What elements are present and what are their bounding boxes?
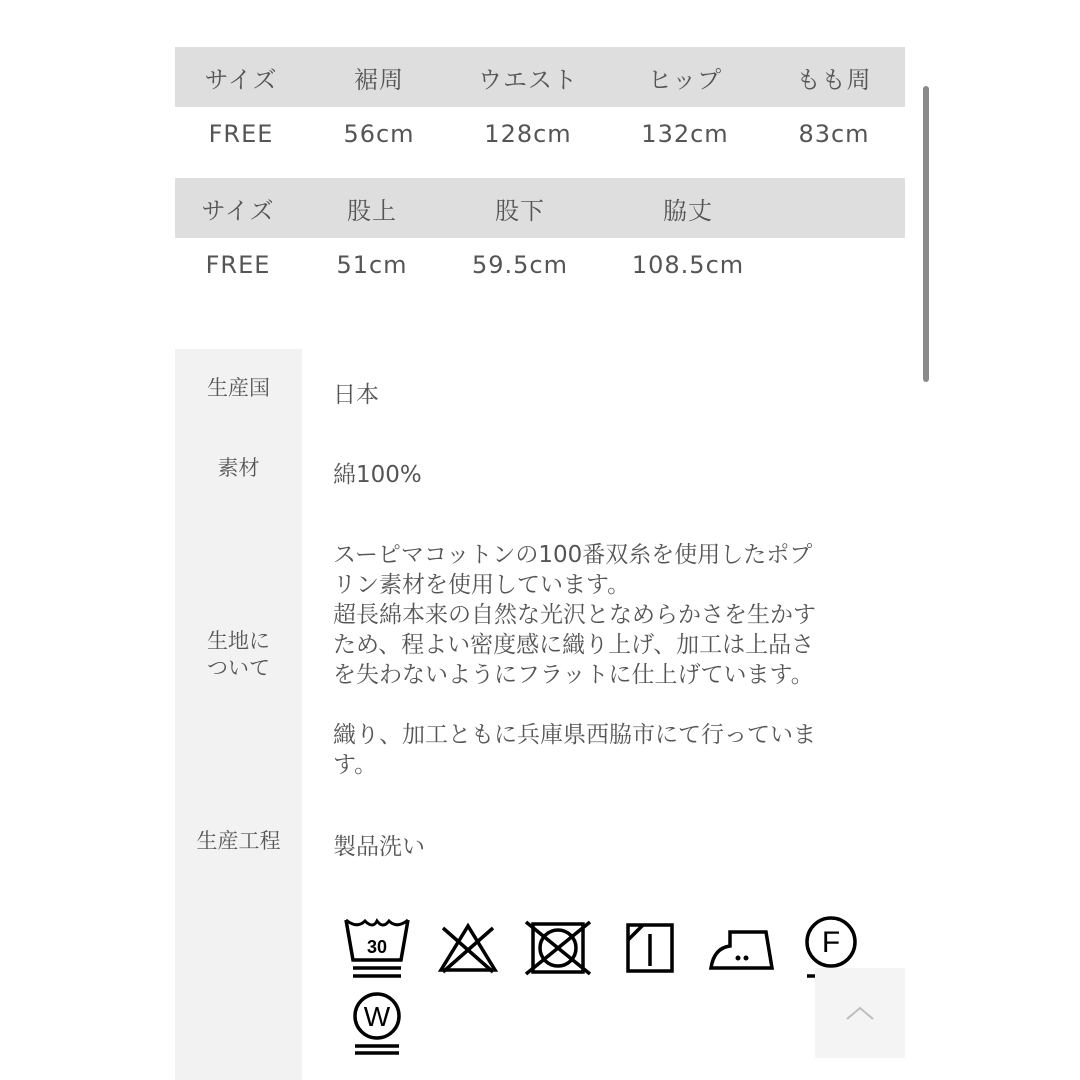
line-dry-shade-icon — [625, 922, 675, 974]
material-label: 素材 — [217, 456, 260, 480]
fabric-label — [175, 628, 302, 682]
header-thigh: もも周 — [796, 65, 872, 94]
fabric-label-line2: ついて — [207, 656, 270, 680]
no-bleach-icon — [437, 922, 499, 974]
value-thigh: 83cm — [798, 120, 870, 148]
origin-label: 生産国 — [207, 376, 270, 400]
process-label: 生産工程 — [196, 829, 281, 853]
material-value: 綿100% — [333, 462, 422, 488]
origin-value: 日本 — [333, 382, 379, 408]
value-waist: 128cm — [484, 120, 572, 148]
value-hip: 132cm — [641, 120, 729, 148]
header-size: サイズ — [201, 196, 275, 225]
value-inseam: 59.5cm — [471, 251, 569, 279]
size-table-header — [175, 178, 905, 238]
iron-low-icon — [708, 926, 774, 972]
header-rise: 股上 — [347, 196, 397, 225]
size-table-row — [175, 238, 905, 292]
wet-clean-letter: W — [363, 1001, 391, 1032]
size-table-1 — [175, 47, 905, 161]
size-table-row — [175, 107, 905, 161]
value-size: FREE — [205, 251, 271, 279]
value-size: FREE — [208, 120, 274, 148]
fabric-paragraph-2: 織り、加工ともに兵庫県西脇市にて行っていま す。 — [333, 722, 816, 778]
header-hem: 裾周 — [354, 65, 404, 94]
fabric-paragraph-1: スーピマコットンの100番双糸を使用したポプ リン素材を使用しています。 超長綿本来の自然な光沢となめらかさを生かす ため、程よい密度感に織り上げ、加工は上品さ を失わないようにフラットに仕上げています。 — [333, 542, 816, 688]
header-side-length: 脇丈 — [663, 196, 713, 225]
header-hip: ヒップ — [647, 65, 723, 94]
process-value: 製品洗い — [333, 834, 425, 860]
chevron-up-icon — [845, 1005, 875, 1021]
header-waist: ウエスト — [478, 65, 578, 94]
vertical-scrollbar[interactable] — [923, 86, 929, 382]
back-to-top-button[interactable] — [815, 968, 905, 1058]
value-rise: 51cm — [336, 251, 408, 279]
size-table-2 — [175, 178, 905, 292]
header-inseam: 股下 — [495, 196, 545, 225]
value-hem: 56cm — [343, 120, 415, 148]
fabric-description — [333, 540, 873, 780]
wash-temperature: 30 — [366, 937, 388, 957]
wash-30-gentle-icon — [343, 916, 411, 980]
size-table-header — [175, 47, 905, 107]
header-size: サイズ — [204, 65, 278, 94]
value-side-length: 108.5cm — [631, 251, 745, 279]
fabric-label-line1: 生地に — [207, 629, 270, 653]
wet-clean-w-very-gentle-icon — [351, 990, 403, 1056]
dry-clean-letter: F — [821, 926, 841, 959]
no-tumble-dry-icon — [524, 920, 592, 976]
